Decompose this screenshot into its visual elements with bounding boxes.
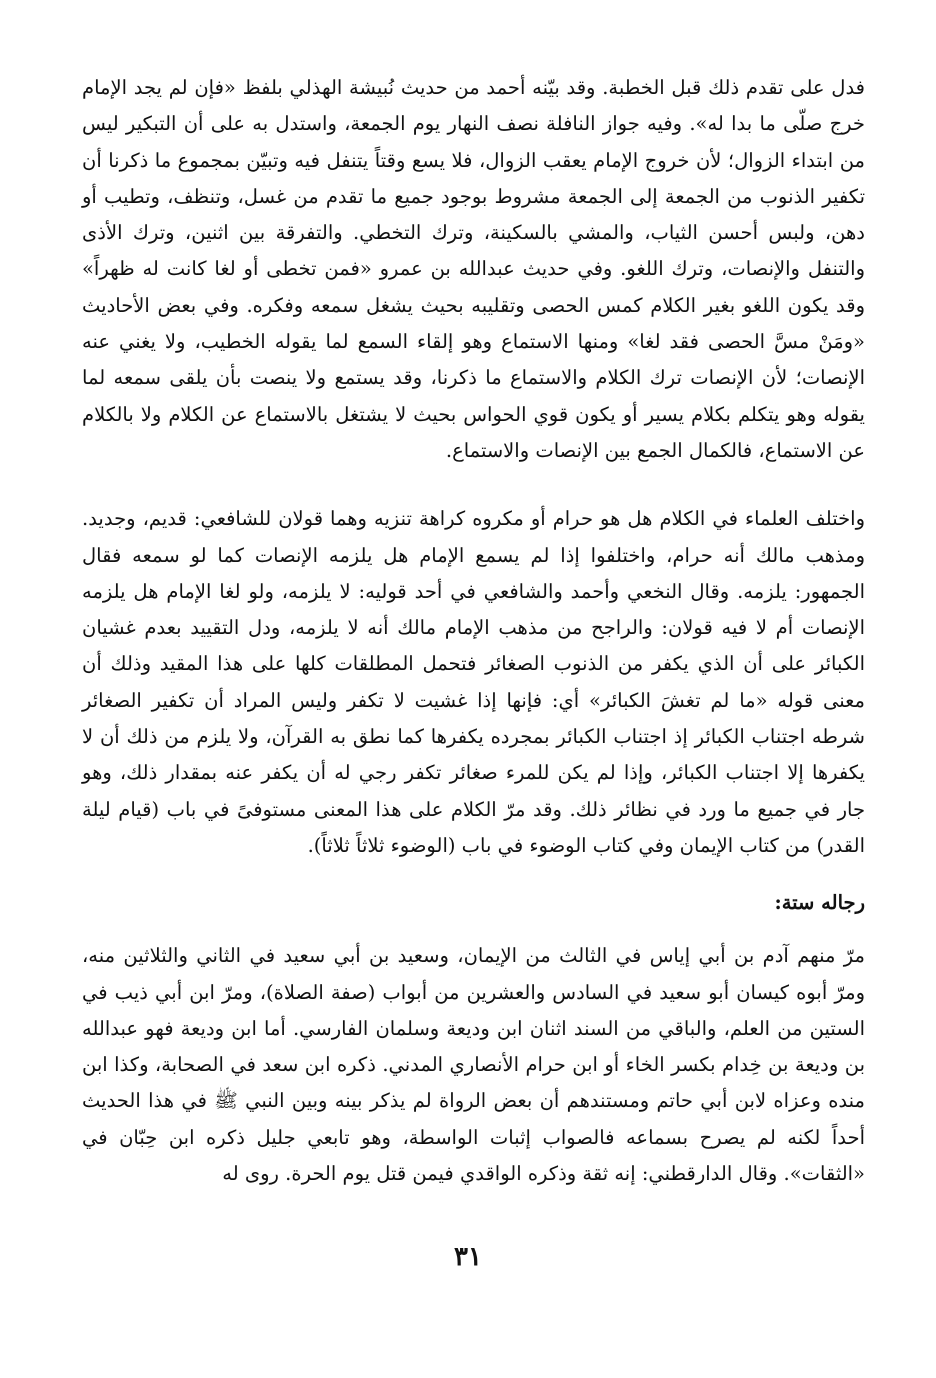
paragraph-scholars-disagreement: واختلف العلماء في الكلام هل هو حرام أو مكروه كراهة تنزيه وهما قولان للشافعي: قديم، وجديد. ومذهب مالك أنه حرام، واختلفوا إذا لم يسمع الإمام هل يلزمه الإنصات كما لو سمعه فقال الجمهور: يلزمه. وقال النخعي وأحمد والشافعي في أحد قوليه: لا يلزمه، ولو لغا الإمام هل يلزمه الإنصات أم لا فيه قولان: والراجح من مذهب الإمام مالك أنه لا يلزمه، ودل التقييد بعدم غشيان الكبائر على أن الذي يكفر من الذنوب الصغائر فتحمل المطلقات كلها على هذا المقيد وذلك أن معنى قوله «ما لم تغشَ الكبائر» أي: فإنها إذا غشيت لا تكفر وليس المراد أن تكفير الصغائر شرطه اجتناب الكبائر إذ اجتناب الكبائر بمجرده يكفرها كما نطق به القرآن، ولا يلزم من ذلك أن لا يكفرها إلا اجتناب الكبائر، وإذا لم يكن للمرء صغائر تكفر رجي له أن يكفر عنه بمقدار ذلك، وهو جار في جميع ما ورد في نظائر ذلك. وقد مرّ الكلام على هذا المعنى مستوفىً في باب (قيام ليلة القدر) من كتاب الإيمان وفي كتاب الوضوء في باب (الوضوء ثلاثاً ثلاثاً).: [82, 507, 865, 857]
section-heading-narrators: رجاله ستة:: [774, 891, 865, 915]
paragraph-commentary: فدل على تقدم ذلك قبل الخطبة. وقد بيّنه أحمد من حديث نُبيشة الهذلي بلفظ «فإن لم يجد الإمام خرج صلّى ما بدا له». وفيه جواز النافلة نصف النهار يوم الجمعة، واستدل به على أن التبكير ليس من ابتداء الزوال؛ لأن خروج الإمام يعقب الزوال، فلا يسع وقتاً يتنفل فيه وتبيّن بمجموع ما ذكرنا أن تكفير الذنوب من الجمعة إلى الجمعة مشروط بوجود جميع ما تقدم من غسل، وتنظف، وتطيب أو دهن، ولبس أحسن الثياب، والمشي بالسكينة، وترك التخطي. والتفرقة بين اثنين، وترك الأذى والتنفل والإنصات، وترك اللغو. وفي حديث عبدالله بن عمرو «فمن تخطى أو لغا كانت له ظهراً» وقد يكون اللغو بغير الكلام كمس الحصى وتقليبه بحيث يشغل سمعه وفكره. وفي بعض الأحاديث «ومَنْ مسَّ الحصى فقد لغا» ومنها الاستماع وهو إلقاء السمع لما يقوله الخطيب، ولا يغني عنه الإنصات؛ لأن الإنصات ترك الكلام والاستماع ما ذكرنا، وقد يستمع ولا ينصت بأن يلقى سمعه لما يقوله وهو يتكلم بكلام يسير أو يكون قوي الحواس بحيث لا يشتغل بالاستماع عن الكلام ولا بالكلام عن الاستماع، فالكمال الجمع بين الإنصات والاستماع.: [82, 76, 865, 462]
paragraph-narrators: مرّ منهم آدم بن أبي إياس في الثالث من الإيمان، وسعيد بن أبي سعيد في الثاني والثلاثين منه، ومرّ أبوه كيسان أبو سعيد في السادس والعشرين من أبواب (صفة الصلاة)، ومرّ ابن أبي ذيب في الستين من العلم، والباقي من السند اثنان ابن وديعة وسلمان الفارسي. أما ابن وديعة فهو عبدالله بن وديعة بن خِدام بكسر الخاء أو ابن حرام الأنصاري المدني. ذكره ابن سعد في الصحابة، وكذا ابن منده وعزاه لابن أبي حاتم ومستندهم أن بعض الرواة لم يذكر بينه وبين النبي ﷺ في هذا الحديث أحداً لكنه لم يصرح بسماعه فالصواب إثبات الواسطة، وهو تابعي جليل ذكره ابن حِبّان في «الثقات». وقال الدارقطني: إنه ثقة وذكره الواقدي فيمن قتل يوم الحرة. روى له: [82, 944, 865, 1186]
page-body: [82, 70, 865, 1192]
page-number: ٣١: [454, 1242, 482, 1272]
